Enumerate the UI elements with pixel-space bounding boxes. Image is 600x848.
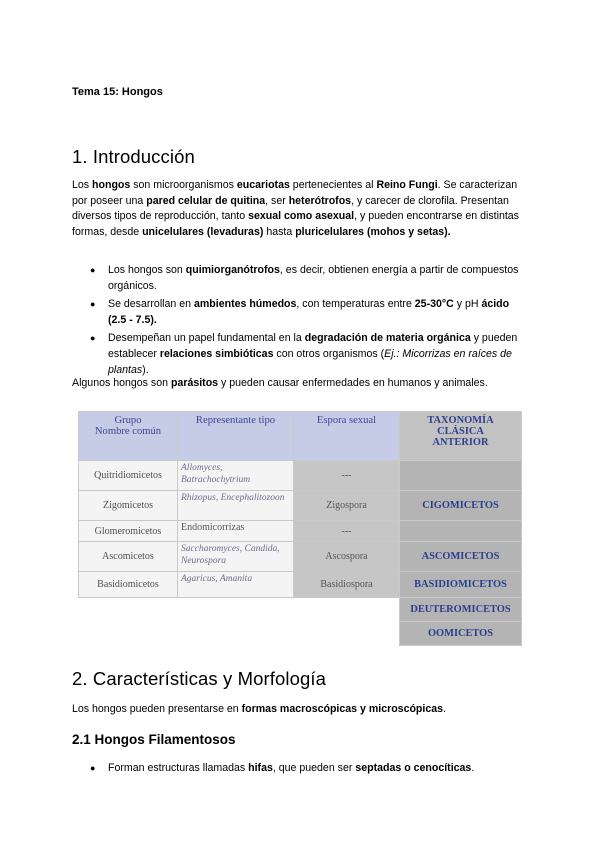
cell-group: Zigomicetos: [79, 491, 178, 521]
list-item: [72, 761, 530, 777]
parasites-paragraph: Algunos hongos son parásitos y pueden causar enfermedades en humanos y animales.: [72, 377, 488, 389]
bullet-text: Se desarrollan en ambientes húmedos, con temperaturas entre 25-30°C y pH ácido (2.5 - 7.5).: [108, 298, 510, 326]
cell-spore: Zigospora: [294, 491, 400, 521]
cell-group: Ascomicetos: [79, 542, 178, 572]
table-header-row: [79, 412, 522, 461]
bullet-icon: ●: [90, 265, 96, 275]
bullet-text: Forman estructuras llamadas hifas, que pueden ser septadas o cenocíticas.: [108, 762, 475, 774]
topic-title: Tema 15: Hongos: [72, 86, 163, 98]
list-item: [72, 297, 530, 328]
cell-classic: BASIDIOMICETOS: [400, 572, 522, 598]
cell-classic: OOMICETOS: [400, 622, 522, 646]
cell-spore: ---: [294, 521, 400, 542]
bullet-text: Desempeñan un papel fundamental en la degradación de materia orgánica y pueden establecer relaciones simbióticas con otros organismos (Ej.: Micorrizas en raíces de plantas).: [108, 332, 518, 376]
cell-group: Basidiomicetos: [79, 572, 178, 598]
cell-representative: Allomyces, Batrachochytrium: [178, 461, 294, 491]
cell-representative: Agaricus, Amanita: [178, 572, 294, 598]
list-item: [72, 331, 530, 378]
taxonomy-table-image: [78, 411, 521, 643]
cell-classic: ASCOMICETOS: [400, 542, 522, 572]
cell-group: Glomeromicetos: [79, 521, 178, 542]
table-row: [79, 622, 522, 646]
bullet-icon: ●: [90, 763, 96, 773]
section-2-paragraph: Los hongos pueden presentarse en formas macroscópicas y microscópicas.: [72, 703, 446, 715]
header-representative: Representante tipo: [178, 412, 294, 461]
table-row: [79, 598, 522, 622]
table-row: [79, 491, 522, 521]
bullet-icon: ●: [90, 299, 96, 310]
bullet-text: Los hongos son quimiorganótrofos, es decir, obtienen energía a partir de compuestos orgánicos.: [108, 264, 519, 292]
list-item: [72, 263, 530, 294]
table-row: [79, 542, 522, 572]
cell-spore: ---: [294, 461, 400, 491]
cell-classic: [400, 461, 522, 491]
cell-representative: Saccharomyces, Candida, Neurospora: [178, 542, 294, 572]
cell-representative: Rhizopus, Encephalitozoon: [178, 491, 294, 521]
cell-spore: Basidiospora: [294, 572, 400, 598]
section-1-heading: 1. Introducción: [72, 146, 195, 167]
filamentous-bullet-list: [72, 761, 530, 780]
intro-paragraph: Los hongos son microorganismos eucariotas pertenecientes al Reino Fungi. Se caracterizan por poseer una pared celular de quitina, ser heterótrofos, y carecer de clorofila. Presentan diversos tipos de reproducción, tanto sexual como asexual, y pueden encontrarse en distintas formas, desde unicelulares (levaduras) hasta pluricelulares (mohos y setas).: [72, 179, 519, 238]
cell-classic: [400, 521, 522, 542]
intro-bullet-list: [72, 263, 530, 381]
taxonomy-table: [78, 411, 522, 646]
section-2-heading: 2. Características y Morfología: [72, 668, 326, 689]
cell-classic: DEUTEROMICETOS: [400, 598, 522, 622]
table-row: [79, 572, 522, 598]
subsection-2-1-heading: 2.1 Hongos Filamentosos: [72, 732, 236, 747]
header-spore: Espora sexual: [294, 412, 400, 461]
cell-group: Quitridiomicetos: [79, 461, 178, 491]
bullet-icon: ●: [90, 333, 96, 344]
cell-representative: Endomicorrizas: [178, 521, 294, 542]
cell-spore: Ascospora: [294, 542, 400, 572]
header-classic-taxonomy: TAXONOMÍA CLÁSICA ANTERIOR: [400, 412, 522, 461]
table-row: [79, 461, 522, 491]
table-row: [79, 521, 522, 542]
header-group: Grupo Nombre común: [79, 412, 178, 461]
cell-classic: CIGOMICETOS: [400, 491, 522, 521]
